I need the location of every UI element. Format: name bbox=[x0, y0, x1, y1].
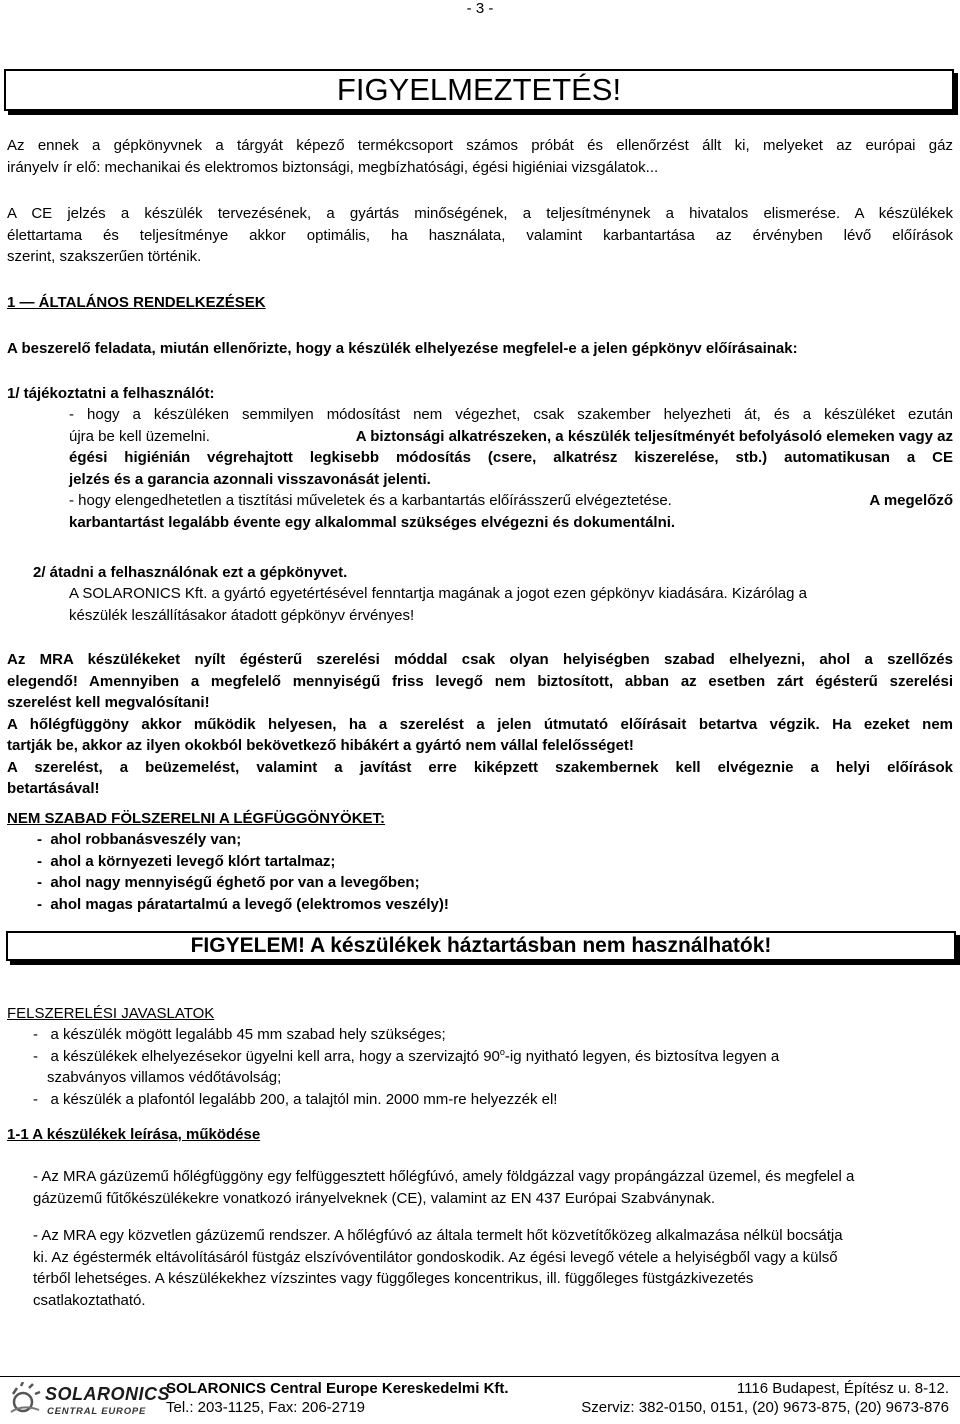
install-heading: FELSZERELÉSI JAVASLATOK bbox=[7, 1005, 215, 1022]
notice-line: szerelést kell megvalósítani! bbox=[7, 694, 210, 711]
section-1-lead: A beszerelő feladata, miután ellenőrizte, hogy a készülék elhelyezése megfelel-e a jelen gépkönyv előírásainak: bbox=[7, 340, 798, 357]
body-text-bold: A megelőző bbox=[869, 492, 953, 509]
body-line: készülék leszállításakor átadott gépkönyv érvényes! bbox=[69, 606, 415, 624]
footer-service: Szerviz: 382-0150, 0151, (20) 9673-875, (20) 9673-876 bbox=[581, 1399, 949, 1416]
body-line: - Az MRA egy közvetlen gázüzemű rendszer. A hőlégfúvó az általa termelt hőt közvetítőközeg alkalmazása nélkül bocsátja bbox=[33, 1227, 843, 1244]
intro-line: irányelv ír elő: mechanikai és elektromos biztonsági, megbízhatósági, égési higiéniai vizsgálatok... bbox=[7, 158, 659, 176]
description-paragraph-1 bbox=[33, 1166, 957, 1209]
page-title: FIGYELMEZTETÉS! bbox=[336, 72, 622, 107]
page-number: - 3 - bbox=[466, 0, 494, 17]
list-item-text: ahol nagy mennyiségű éghető por van a levegőben; bbox=[50, 874, 420, 891]
section-1-1-heading: 1-1 A készülékek leírása, működése bbox=[7, 1126, 261, 1143]
body-line: gázüzemű fűtőkészülékekre vonatkozó irányelveknek (CE), valamint az EN 437 Európai Szabványnak. bbox=[33, 1189, 716, 1207]
list-item-text: -ig nyitható legyen, és biztosítva legyen a bbox=[504, 1047, 780, 1065]
intro-line: Az ennek a gépkönyvnek a tárgyát képező termékcsoport számos próbát és ellenőrzést állt ki, melyeket az európai gáz bbox=[7, 137, 953, 154]
body-line: - Az MRA gázüzemű hőlégfüggöny egy felfüggesztett hőlégfúvó, amely földgázzal vagy propángázzal üzemel, és megfelel a bbox=[33, 1168, 855, 1185]
mra-notice bbox=[7, 649, 953, 800]
body-text-bold: A biztonsági alkatrészeken, a készülék teljesítményét befolyásoló elemeken vagy az bbox=[355, 427, 953, 445]
household-warning-text: FIGYELEM! A készülékek háztartásban nem használhatók! bbox=[190, 934, 772, 957]
body-line: karbantartást legalább évente egy alkalommal szükséges elvégezni és dokumentálni. bbox=[69, 513, 676, 531]
list-item-text: ahol magas páratartalmú a levegő (elektromos veszély)! bbox=[50, 895, 449, 913]
warning-title-box bbox=[4, 69, 954, 111]
install-list bbox=[33, 1024, 953, 1110]
intro-line: szerint, szakszerűen történik. bbox=[7, 248, 202, 265]
list-item-text: a készülékek elhelyezésekor ügyelni kell arra, hogy a szervizajtó 90 bbox=[50, 1047, 500, 1065]
item-1-body bbox=[69, 404, 953, 533]
solaronics-logo bbox=[7, 1382, 171, 1422]
notice-line: Az MRA készülékeket nyílt égésterű szerelési móddal csak olyan helyiségben szabad elhelyezni, ahol a szellőzés bbox=[7, 651, 953, 668]
intro-paragraph-1 bbox=[7, 135, 953, 178]
body-line bbox=[69, 426, 953, 448]
item-1-heading: 1/ tájékoztatni a felhasználót: bbox=[7, 385, 215, 402]
logo-sun-icon bbox=[7, 1382, 43, 1418]
section-1-heading: 1 — ÁLTALÁNOS RENDELKEZÉSEK bbox=[7, 294, 266, 311]
list-item-text: ahol robbanásveszély van; bbox=[50, 831, 242, 848]
logo-name: SOLARONICS bbox=[45, 1384, 171, 1404]
household-warning-box bbox=[6, 931, 956, 961]
description-paragraph-2 bbox=[33, 1225, 957, 1311]
body-text: - hogy elengedhetetlen a tisztítási műveletek és a karbantartás előírásszerű elvégeztetése. bbox=[69, 492, 672, 509]
body-line: csatlakoztatható. bbox=[33, 1291, 146, 1309]
body-line: térből lehetséges. A készülékekhez vízszintes vagy függőleges koncentrikus, ill. függőleges füstgázkivezetés bbox=[33, 1270, 754, 1287]
list-item: - ahol a környezeti levegő klórt tartalmaz; bbox=[37, 852, 336, 870]
forbidden-list bbox=[37, 829, 449, 915]
footer-company: SOLARONICS Central Europe Kereskedelmi Kft. bbox=[166, 1380, 509, 1397]
footer-phone: Tel.: 203-1125, Fax: 206-2719 bbox=[166, 1399, 366, 1416]
intro-paragraph-2 bbox=[7, 203, 953, 268]
item-2-body bbox=[69, 583, 953, 626]
logo-subtitle: CENTRAL EUROPE bbox=[47, 1406, 147, 1417]
body-line: A SOLARONICS Kft. a gyártó egyetértésével fenntartja magának a jogot ezen gépkönyv kiadására. Kizárólag a bbox=[69, 585, 807, 602]
list-item-continuation: szabványos villamos védőtávolság; bbox=[47, 1069, 282, 1086]
forbidden-heading: NEM SZABAD FÖLSZERELNI A LÉGFÜGGÖNYÖKET: bbox=[7, 810, 386, 827]
notice-line: tartják be, akkor az ilyen okokból bekövetkező hibákért a gyártó nem vállal felelősséget! bbox=[7, 737, 634, 754]
body-text: újra be kell üzemelni. bbox=[69, 427, 210, 445]
list-item: - ahol magas páratartalmú a levegő (elektromos veszély)! bbox=[37, 895, 449, 913]
list-item: - a készülékek elhelyezésekor ügyelni kell arra, hogy a szervizajtó 90$^o$-ig nyitható legyen, és biztosítva legyen a bbox=[33, 1046, 780, 1065]
body-line: ki. Az égéstermék eltávolításáról füstgáz elszívóventilátor gondoskodik. Az égési levegő vétele a helyiségből vagy a külső bbox=[33, 1248, 838, 1266]
list-item: - ahol robbanásveszély van; bbox=[37, 831, 242, 848]
notice-line: betartásával! bbox=[7, 780, 100, 797]
notice-line: elegendő! Amennyiben a megfelelő mennyiségű friss levegő nem biztosított, abban az esetben zárt égésterű szerelési bbox=[7, 672, 953, 690]
list-item-text: a készülék mögött legalább 45 mm szabad hely szükséges; bbox=[50, 1026, 446, 1043]
notice-line: A hőlégfüggöny akkor működik helyesen, ha a szerelést a jelen útmutató előírásait betartva végzik. Ha ezeket nem bbox=[7, 715, 953, 733]
body-line: jelzés és a garancia azonnali visszavonását jelenti. bbox=[69, 470, 431, 488]
footer-divider bbox=[0, 1376, 960, 1377]
list-item-text: a készülék a plafontól legalább 200, a talajtól min. 2000 mm-re helyezzék el! bbox=[50, 1090, 558, 1108]
footer-address: 1116 Budapest, Építész u. 8-12. bbox=[736, 1380, 949, 1397]
body-line bbox=[69, 490, 953, 512]
body-line: - hogy a készüléken semmilyen módosítást nem végezhet, csak szakember helyezheti át, és a készüléket ezután bbox=[69, 406, 953, 423]
list-item: - a készülék a plafontól legalább 200, a talajtól min. 2000 mm-re helyezzék el! bbox=[33, 1090, 558, 1108]
list-item-text: ahol a környezeti levegő klórt tartalmaz; bbox=[50, 852, 336, 870]
item-2-heading: 2/ átadni a felhasználónak ezt a gépkönyvet. bbox=[33, 564, 348, 581]
intro-line: A CE jelzés a készülék tervezésének, a gyártás minőségének, a teljesítménynek a hivatalos elismerése. A készülékek bbox=[7, 205, 953, 222]
degree-superscript: o bbox=[499, 1046, 505, 1057]
intro-line: élettartama és teljesítménye akkor optimális, ha használata, valamint karbantartása az érvényben lévő előírások bbox=[7, 226, 953, 244]
list-item: - ahol nagy mennyiségű éghető por van a levegőben; bbox=[37, 874, 420, 891]
notice-line: A szerelést, a beüzemelést, valamint a javítást erre kiképzett szakembernek kell elvégeznie a helyi előírások bbox=[7, 758, 953, 776]
list-item: - a készülék mögött legalább 45 mm szabad hely szükséges; bbox=[33, 1026, 446, 1043]
body-line: égési higiénián végrehajtott legkisebb módosítás (csere, alkatrész kiszerelése, stb.) automatikusan a CE bbox=[69, 449, 953, 466]
